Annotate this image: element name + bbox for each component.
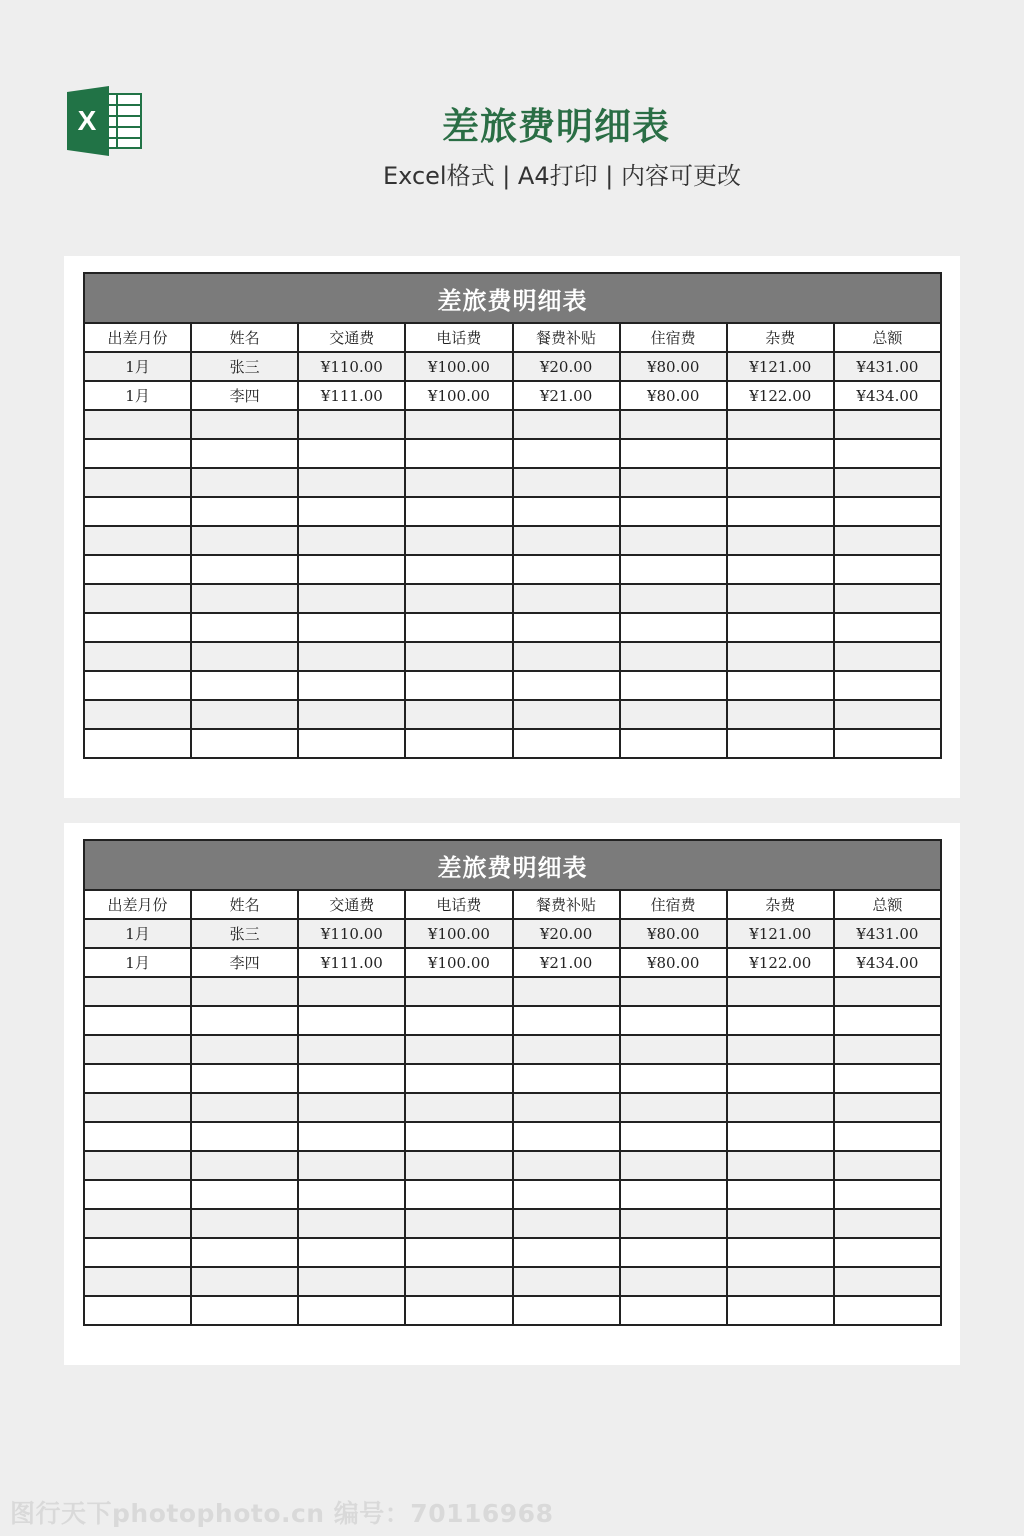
table-cell[interactable]: [834, 1122, 941, 1151]
table-cell[interactable]: [727, 729, 834, 758]
table-cell[interactable]: [191, 700, 298, 729]
table-cell[interactable]: [298, 1006, 405, 1035]
table-cell[interactable]: [620, 642, 727, 671]
column-header: 餐费补贴: [513, 890, 620, 919]
table-cell[interactable]: [191, 1267, 298, 1296]
table-cell[interactable]: [834, 526, 941, 555]
expense-sheet-2: [64, 823, 960, 1365]
table-cell[interactable]: 李四: [191, 381, 298, 410]
table-cell[interactable]: [834, 584, 941, 613]
table-cell[interactable]: [84, 1064, 191, 1093]
table-cell[interactable]: [298, 410, 405, 439]
table-cell[interactable]: [727, 1151, 834, 1180]
page-subtitle: Excel格式 | A4打印 | 内容可更改: [383, 162, 741, 190]
table-cell[interactable]: [84, 1267, 191, 1296]
table-cell[interactable]: [620, 439, 727, 468]
table-cell[interactable]: [84, 1122, 191, 1151]
table-row: [84, 1296, 941, 1325]
table-cell[interactable]: [298, 468, 405, 497]
table-cell[interactable]: ¥20.00: [513, 919, 620, 948]
table-row: [84, 1180, 941, 1209]
table-cell[interactable]: [834, 1267, 941, 1296]
table-cell[interactable]: [84, 526, 191, 555]
table-row: [84, 497, 941, 526]
table-row: [84, 613, 941, 642]
table-cell[interactable]: [620, 468, 727, 497]
table-cell[interactable]: ¥80.00: [620, 919, 727, 948]
table-row: [84, 1151, 941, 1180]
table-cell[interactable]: [513, 555, 620, 584]
table-cell[interactable]: [513, 642, 620, 671]
table-cell[interactable]: [834, 1209, 941, 1238]
table-cell[interactable]: [513, 1122, 620, 1151]
table-row: [84, 700, 941, 729]
page-title: 差旅费明细表: [442, 105, 670, 148]
table-cell[interactable]: [513, 584, 620, 613]
table-cell[interactable]: [84, 497, 191, 526]
table-cell[interactable]: [84, 1035, 191, 1064]
table-cell[interactable]: [84, 671, 191, 700]
table-cell[interactable]: [834, 410, 941, 439]
table-cell[interactable]: ¥122.00: [727, 948, 834, 977]
expense-table: [83, 839, 942, 1326]
table-cell[interactable]: [191, 439, 298, 468]
table-cell[interactable]: [191, 642, 298, 671]
table-cell[interactable]: [191, 729, 298, 758]
table-cell[interactable]: [513, 1180, 620, 1209]
table-cell[interactable]: ¥110.00: [298, 352, 405, 381]
table-cell[interactable]: [191, 526, 298, 555]
table-cell[interactable]: [298, 642, 405, 671]
table-cell[interactable]: [191, 613, 298, 642]
table-cell[interactable]: [84, 1296, 191, 1325]
table-cell[interactable]: [191, 1122, 298, 1151]
table-cell[interactable]: [834, 555, 941, 584]
table-cell[interactable]: ¥80.00: [620, 352, 727, 381]
table-cell[interactable]: [405, 1006, 512, 1035]
table-row: [84, 1122, 941, 1151]
table-cell[interactable]: [84, 613, 191, 642]
table-cell[interactable]: [298, 1151, 405, 1180]
table-cell[interactable]: [727, 410, 834, 439]
table-cell[interactable]: [620, 1006, 727, 1035]
table-cell[interactable]: [298, 1064, 405, 1093]
table-cell[interactable]: 1月: [84, 352, 191, 381]
table-row: [84, 1267, 941, 1296]
table-cell[interactable]: [620, 584, 727, 613]
table-cell[interactable]: [620, 1296, 727, 1325]
table-cell[interactable]: ¥80.00: [620, 948, 727, 977]
table-cell[interactable]: [84, 1238, 191, 1267]
svg-text:X: X: [77, 105, 97, 136]
table-cell[interactable]: [513, 613, 620, 642]
table-cell[interactable]: [84, 555, 191, 584]
table-cell[interactable]: [727, 497, 834, 526]
table-cell[interactable]: [298, 1093, 405, 1122]
table-cell[interactable]: [405, 468, 512, 497]
column-header: 总额: [834, 890, 941, 919]
column-header: 出差月份: [84, 890, 191, 919]
table-cell[interactable]: [191, 977, 298, 1006]
table-cell[interactable]: [191, 497, 298, 526]
table-cell[interactable]: ¥80.00: [620, 381, 727, 410]
table-cell[interactable]: [513, 526, 620, 555]
table-cell[interactable]: [513, 700, 620, 729]
table-cell[interactable]: [405, 1064, 512, 1093]
table-cell[interactable]: [405, 1238, 512, 1267]
table-cell[interactable]: [620, 1035, 727, 1064]
table-cell[interactable]: [191, 1180, 298, 1209]
table-cell[interactable]: [834, 1093, 941, 1122]
column-header: 总额: [834, 323, 941, 352]
table-cell[interactable]: [191, 584, 298, 613]
column-header: 杂费: [727, 323, 834, 352]
table-cell[interactable]: [513, 671, 620, 700]
table-cell[interactable]: [298, 1035, 405, 1064]
table-cell[interactable]: [620, 555, 727, 584]
table-cell[interactable]: [405, 671, 512, 700]
table-cell[interactable]: [620, 977, 727, 1006]
table-cell[interactable]: ¥111.00: [298, 948, 405, 977]
table-cell[interactable]: [84, 700, 191, 729]
table-cell[interactable]: [727, 1209, 834, 1238]
table-cell[interactable]: [513, 410, 620, 439]
table-cell[interactable]: [405, 642, 512, 671]
table-cell[interactable]: [834, 1238, 941, 1267]
table-cell[interactable]: [405, 526, 512, 555]
table-cell[interactable]: [834, 1006, 941, 1035]
table-cell[interactable]: [191, 555, 298, 584]
table-cell[interactable]: [834, 977, 941, 1006]
table-cell[interactable]: [513, 1035, 620, 1064]
table-cell[interactable]: [298, 1180, 405, 1209]
table-cell[interactable]: [405, 1209, 512, 1238]
table-cell[interactable]: [513, 1267, 620, 1296]
table-cell[interactable]: [405, 555, 512, 584]
column-header: 电话费: [405, 323, 512, 352]
table-cell[interactable]: [405, 1122, 512, 1151]
table-cell[interactable]: [834, 671, 941, 700]
table-row: [84, 1006, 941, 1035]
column-header: 住宿费: [620, 323, 727, 352]
table-cell[interactable]: [727, 1267, 834, 1296]
table-cell[interactable]: [727, 584, 834, 613]
table-cell[interactable]: [513, 1151, 620, 1180]
table-cell[interactable]: [84, 1093, 191, 1122]
table-cell[interactable]: [191, 1064, 298, 1093]
table-row: [84, 671, 941, 700]
table-cell[interactable]: [834, 700, 941, 729]
table-row: [84, 1093, 941, 1122]
table-cell[interactable]: [834, 642, 941, 671]
table-row: [84, 410, 941, 439]
table-cell[interactable]: [191, 1238, 298, 1267]
column-header: 餐费补贴: [513, 323, 620, 352]
table-cell[interactable]: [513, 1006, 620, 1035]
table-row: [84, 642, 941, 671]
table-cell[interactable]: [513, 497, 620, 526]
table-cell[interactable]: [191, 1209, 298, 1238]
table-cell[interactable]: [727, 555, 834, 584]
table-cell[interactable]: [191, 1093, 298, 1122]
table-cell[interactable]: [727, 1180, 834, 1209]
table-cell[interactable]: [513, 1238, 620, 1267]
table-cell[interactable]: [405, 729, 512, 758]
table-cell[interactable]: [727, 526, 834, 555]
table-row: [84, 919, 941, 948]
table-cell[interactable]: [620, 671, 727, 700]
table-cell[interactable]: [727, 1122, 834, 1151]
table-cell[interactable]: [405, 1180, 512, 1209]
watermark-text: 图行天下photophoto.cn 编号：70116968: [10, 1499, 554, 1528]
table-cell[interactable]: [84, 468, 191, 497]
table-row: [84, 468, 941, 497]
table-cell[interactable]: ¥434.00: [834, 948, 941, 977]
table-cell[interactable]: [513, 1296, 620, 1325]
column-header: 交通费: [298, 323, 405, 352]
table-cell[interactable]: ¥100.00: [405, 919, 512, 948]
table-cell[interactable]: 1月: [84, 919, 191, 948]
table-cell[interactable]: [727, 1035, 834, 1064]
table-row: [84, 584, 941, 613]
table-cell[interactable]: ¥110.00: [298, 919, 405, 948]
table-cell[interactable]: [620, 1151, 727, 1180]
table-cell[interactable]: [405, 410, 512, 439]
table-row: [84, 1238, 941, 1267]
table-cell[interactable]: [84, 977, 191, 1006]
table-cell[interactable]: [298, 1209, 405, 1238]
table-cell[interactable]: [834, 1151, 941, 1180]
expense-sheet-1: [64, 256, 960, 798]
table-cell[interactable]: [84, 729, 191, 758]
table-cell[interactable]: [191, 1035, 298, 1064]
table-cell[interactable]: [834, 439, 941, 468]
table-cell[interactable]: [620, 497, 727, 526]
table-row: [84, 1064, 941, 1093]
table-cell[interactable]: [405, 497, 512, 526]
table-row: [84, 1209, 941, 1238]
table-cell[interactable]: [727, 1093, 834, 1122]
column-header: 杂费: [727, 890, 834, 919]
table-cell[interactable]: ¥434.00: [834, 381, 941, 410]
column-header: 出差月份: [84, 323, 191, 352]
table-cell[interactable]: [298, 1296, 405, 1325]
table-cell[interactable]: [191, 671, 298, 700]
table-cell[interactable]: [84, 1180, 191, 1209]
table-cell[interactable]: [834, 497, 941, 526]
table-cell[interactable]: ¥111.00: [298, 381, 405, 410]
table-cell[interactable]: ¥100.00: [405, 948, 512, 977]
table-cell[interactable]: [298, 613, 405, 642]
table-cell[interactable]: [727, 700, 834, 729]
table-cell[interactable]: [405, 1035, 512, 1064]
table-cell[interactable]: [620, 613, 727, 642]
table-cell[interactable]: [834, 1035, 941, 1064]
table-row: [84, 555, 941, 584]
table-cell[interactable]: [298, 497, 405, 526]
table-row: [84, 381, 941, 410]
table-cell[interactable]: [84, 439, 191, 468]
table-cell[interactable]: [84, 1151, 191, 1180]
table-row: [84, 439, 941, 468]
table-cell[interactable]: [834, 468, 941, 497]
column-header: 电话费: [405, 890, 512, 919]
table-cell[interactable]: ¥100.00: [405, 381, 512, 410]
table-cell[interactable]: 张三: [191, 919, 298, 948]
column-header: 姓名: [191, 323, 298, 352]
table-cell[interactable]: [405, 1093, 512, 1122]
table-cell[interactable]: [191, 1296, 298, 1325]
table-row: [84, 526, 941, 555]
table-cell[interactable]: [620, 1238, 727, 1267]
table-cell[interactable]: [513, 977, 620, 1006]
table-cell[interactable]: [298, 439, 405, 468]
table-cell[interactable]: [513, 1064, 620, 1093]
expense-table: [83, 272, 942, 759]
table-cell[interactable]: 1月: [84, 948, 191, 977]
table-cell[interactable]: [405, 1296, 512, 1325]
table-cell[interactable]: [513, 468, 620, 497]
table-cell[interactable]: [727, 613, 834, 642]
table-cell[interactable]: [298, 700, 405, 729]
table-cell[interactable]: ¥21.00: [513, 948, 620, 977]
table-cell[interactable]: ¥20.00: [513, 352, 620, 381]
table-cell[interactable]: [84, 584, 191, 613]
table-cell[interactable]: [298, 584, 405, 613]
table-cell[interactable]: 1月: [84, 381, 191, 410]
table-cell[interactable]: [834, 613, 941, 642]
table-cell[interactable]: [620, 700, 727, 729]
table-cell[interactable]: [727, 468, 834, 497]
table-row: [84, 948, 941, 977]
table-title: 差旅费明细表: [84, 273, 941, 323]
table-cell[interactable]: [298, 671, 405, 700]
table-cell[interactable]: [405, 700, 512, 729]
table-cell[interactable]: [298, 977, 405, 1006]
table-cell[interactable]: [620, 1064, 727, 1093]
table-row: [84, 352, 941, 381]
column-header: 姓名: [191, 890, 298, 919]
table-cell[interactable]: [405, 977, 512, 1006]
table-cell[interactable]: [727, 1238, 834, 1267]
table-cell[interactable]: [727, 1296, 834, 1325]
table-row: [84, 1035, 941, 1064]
table-cell[interactable]: ¥431.00: [834, 352, 941, 381]
table-cell[interactable]: [620, 1122, 727, 1151]
table-cell[interactable]: [620, 1180, 727, 1209]
table-cell[interactable]: [298, 555, 405, 584]
table-cell[interactable]: [834, 1296, 941, 1325]
table-cell[interactable]: [84, 1006, 191, 1035]
table-cell[interactable]: [620, 1267, 727, 1296]
table-cell[interactable]: [298, 1122, 405, 1151]
table-cell[interactable]: [405, 1267, 512, 1296]
table-cell[interactable]: [84, 1209, 191, 1238]
table-cell[interactable]: [84, 410, 191, 439]
table-cell[interactable]: [620, 526, 727, 555]
table-cell[interactable]: [620, 1093, 727, 1122]
table-cell[interactable]: [727, 671, 834, 700]
table-cell[interactable]: [620, 1209, 727, 1238]
table-cell[interactable]: [834, 1180, 941, 1209]
table-cell[interactable]: [405, 1151, 512, 1180]
table-cell[interactable]: [405, 439, 512, 468]
table-cell[interactable]: [727, 977, 834, 1006]
table-cell[interactable]: [834, 1064, 941, 1093]
table-cell[interactable]: [298, 1238, 405, 1267]
table-title: 差旅费明细表: [84, 840, 941, 890]
table-cell[interactable]: ¥100.00: [405, 352, 512, 381]
table-cell[interactable]: [620, 729, 727, 758]
table-cell[interactable]: [191, 1006, 298, 1035]
column-header: 住宿费: [620, 890, 727, 919]
table-cell[interactable]: ¥121.00: [727, 352, 834, 381]
column-header: 交通费: [298, 890, 405, 919]
table-cell[interactable]: [727, 1064, 834, 1093]
table-cell[interactable]: [298, 526, 405, 555]
table-cell[interactable]: [834, 729, 941, 758]
table-cell[interactable]: [298, 1267, 405, 1296]
table-cell[interactable]: [298, 729, 405, 758]
table-cell[interactable]: [405, 613, 512, 642]
table-cell[interactable]: [727, 1006, 834, 1035]
table-cell[interactable]: [191, 1151, 298, 1180]
table-row: [84, 977, 941, 1006]
table-cell[interactable]: [727, 642, 834, 671]
table-cell[interactable]: [513, 1093, 620, 1122]
table-cell[interactable]: [191, 468, 298, 497]
table-cell[interactable]: [513, 439, 620, 468]
table-cell[interactable]: [513, 1209, 620, 1238]
table-cell[interactable]: [405, 584, 512, 613]
table-cell[interactable]: ¥122.00: [727, 381, 834, 410]
table-cell[interactable]: 张三: [191, 352, 298, 381]
table-row: [84, 729, 941, 758]
table-cell[interactable]: [84, 642, 191, 671]
table-cell[interactable]: [620, 410, 727, 439]
table-cell[interactable]: [513, 729, 620, 758]
table-cell[interactable]: ¥21.00: [513, 381, 620, 410]
table-cell[interactable]: ¥431.00: [834, 919, 941, 948]
table-cell[interactable]: [727, 439, 834, 468]
table-cell[interactable]: [191, 410, 298, 439]
table-cell[interactable]: ¥121.00: [727, 919, 834, 948]
table-cell[interactable]: 李四: [191, 948, 298, 977]
